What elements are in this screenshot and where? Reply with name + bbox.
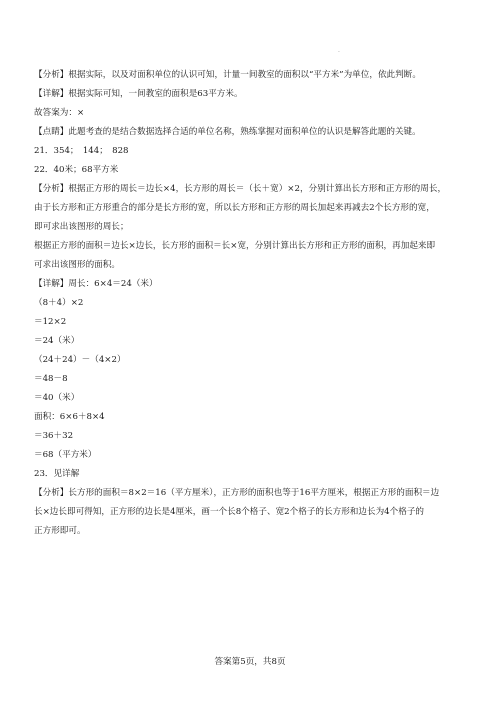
calc-step: ＝24（米） bbox=[34, 336, 80, 346]
q23-answer: 23．见详解 bbox=[34, 469, 80, 479]
calc-step: （24＋24）－（4×2） bbox=[34, 355, 126, 365]
q21-answer: 21．354； 144； 828 bbox=[34, 146, 129, 156]
answer-line: 故答案为：× bbox=[34, 108, 85, 118]
analysis-line: 长×边长即可得知，正方形的边长是4厘米，画一个长8个格子、宽2个格子的长方形和边长为4个格子的 bbox=[34, 507, 425, 517]
analysis-line: 【分析】长方形的面积＝8×2＝16（平方厘米），正方形的面积也等于16平方厘米，根据正方形的面积＝边 bbox=[34, 488, 440, 498]
detail-line: 【详解】周长：6×4＝24（米） bbox=[34, 279, 158, 289]
analysis-line: 可求出该图形的面积。 bbox=[34, 260, 120, 270]
calc-step: ＝40（米） bbox=[34, 393, 80, 403]
answer-content bbox=[34, 66, 470, 541]
page-footer: 答案第5页，共8页 bbox=[214, 657, 286, 667]
calc-step: ＝36＋32 bbox=[34, 431, 74, 441]
comment-line: 【点睛】此题考查的是结合数据选择合适的单位名称，熟练掌握对面积单位的认识是解答此题的关键。 bbox=[34, 127, 421, 137]
calc-step: ＝12×2 bbox=[34, 317, 67, 327]
q22-answer: 22．40米；68平方米 bbox=[34, 165, 119, 175]
calc-step: 面积：6×6＋8×4 bbox=[34, 412, 105, 422]
analysis-line: 由于长方形和正方形重合的部分是长方形的宽，所以长方形和正方形的周长加起来再减去2个长方形的宽， bbox=[34, 203, 435, 213]
detail-line: 【详解】根据实际可知，一间教室的面积是63平方米。 bbox=[34, 89, 243, 99]
calc-step: （8＋4）×2 bbox=[34, 298, 84, 308]
calc-step: ＝48－8 bbox=[34, 374, 68, 384]
analysis-line: 【分析】根据正方形的周长＝边长×4，长方形的周长＝（长＋宽）×2，分别计算出长方形和正方形的周长， bbox=[34, 184, 447, 194]
calc-step: ＝68（平方米） bbox=[34, 450, 97, 460]
analysis-line: 即可求出该图形的周长； bbox=[34, 222, 129, 232]
analysis-line: 【分析】根据实际，以及对面积单位的认识可知，计量一间教室的面积以“平方米”为单位，依此判断。 bbox=[34, 70, 421, 80]
analysis-line: 根据正方形的面积＝边长×边长，长方形的面积＝长×宽，分别计算出长方形和正方形的面积，再加起来即 bbox=[34, 241, 436, 251]
analysis-line: 正方形即可。 bbox=[34, 526, 86, 536]
scan-dot: . bbox=[338, 47, 340, 54]
